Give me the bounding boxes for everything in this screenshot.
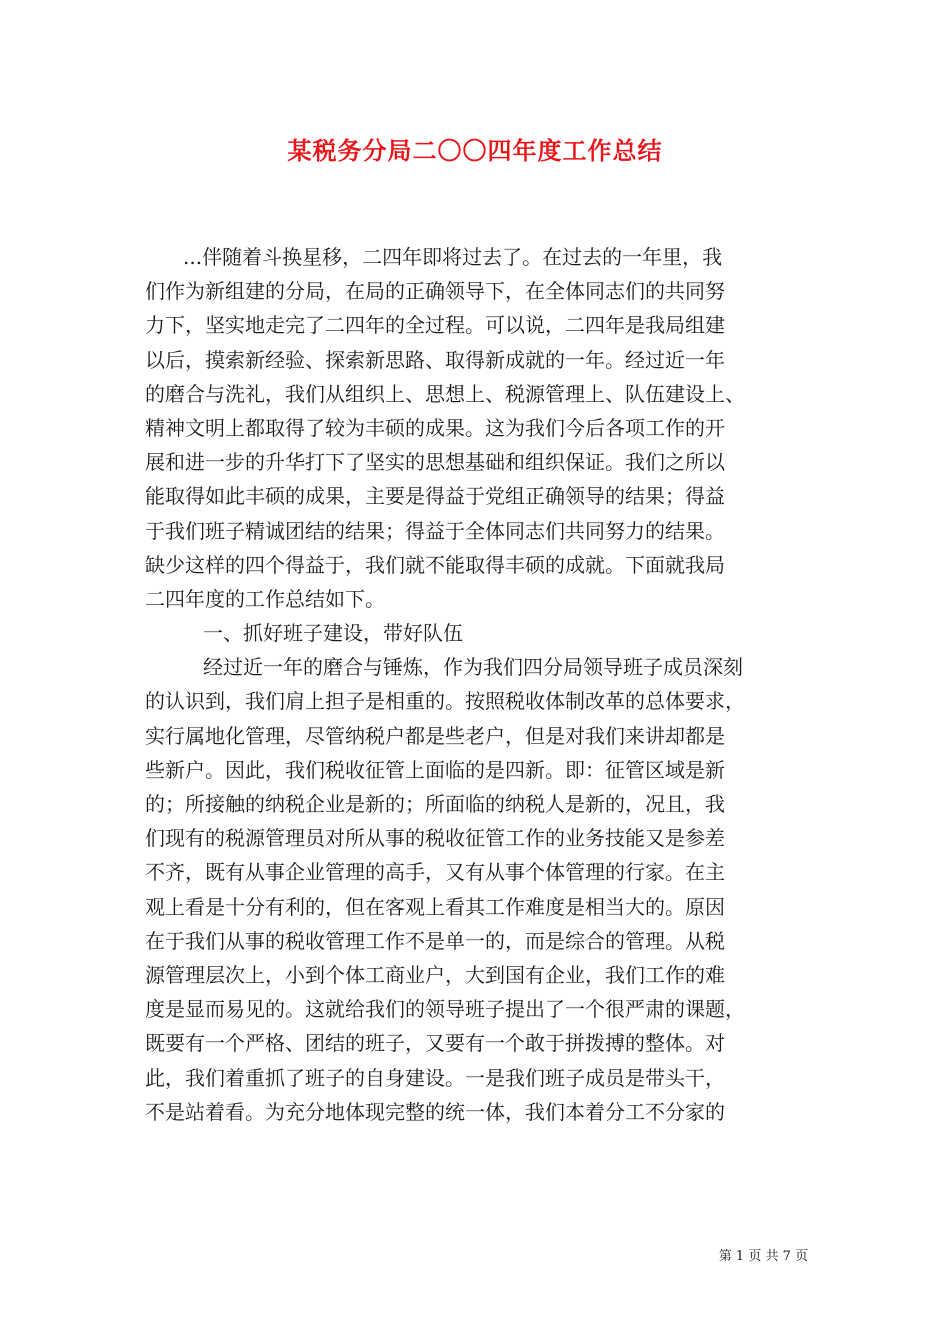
document-title: 某税务分局二〇〇四年度工作总结 [287, 136, 663, 165]
page-number-footer: 第 1 页 共 7 页 [718, 1249, 808, 1264]
section-heading: 一、抓好班子建设，带好队伍 [203, 621, 463, 646]
paragraph-line: 观上看是十分有利的，但在客观上看其工作难度是相当大的。原因 [145, 894, 725, 919]
paragraph-line: 些新户。因此，我们税收征管上面临的是四新。即：征管区域是新 [145, 757, 725, 782]
paragraph-line: 的磨合与洗礼，我们从组织上、思想上、税源管理上、队伍建设上、 [145, 381, 745, 406]
paragraph-line: 度是显而易见的。这就给我们的领导班子提出了一个很严肃的课题， [145, 997, 745, 1022]
paragraph-line: 缺少这样的四个得益于，我们就不能取得丰硕的成就。下面就我局 [145, 552, 725, 577]
paragraph-line: 精神文明上都取得了较为丰硕的成果。这为我们今后各项工作的开 [145, 415, 725, 440]
paragraph-line: 们作为新组建的分局，在局的正确领导下，在全体同志们的共同努 [145, 279, 725, 304]
paragraph-line: 实行属地化管理，尽管纳税户都是些老户，但是对我们来讲却都是 [145, 723, 725, 748]
document-body [145, 240, 809, 1129]
paragraph-line: 能取得如此丰硕的成果，主要是得益于党组正确领导的结果；得益 [145, 484, 725, 509]
paragraph-line: 的认识到，我们肩上担子是相重的。按照税收体制改革的总体要求， [145, 689, 745, 714]
paragraph-line: ...伴随着斗换星移，二四年即将过去了。在过去的一年里，我 [183, 245, 723, 269]
paragraph-line: 此，我们着重抓了班子的自身建设。一是我们班子成员是带头干， [145, 1065, 725, 1090]
paragraph-line: 们现有的税源管理员对所从事的税收征管工作的业务技能又是参差 [145, 826, 725, 851]
paragraph-line: 以后，摸索新经验、探索新思路、取得新成就的一年。经过近一年 [145, 347, 725, 372]
paragraph-line: 展和进一步的升华打下了坚实的思想基础和组织保证。我们之所以 [145, 450, 725, 475]
paragraph-line: 力下，坚实地走完了二四年的全过程。可以说，二四年是我局组建 [145, 313, 725, 338]
paragraph-line: 源管理层次上，小到个体工商业户，大到国有企业，我们工作的难 [145, 962, 725, 987]
paragraph-line: 在于我们从事的税收管理工作不是单一的，而是综合的管理。从税 [145, 928, 725, 953]
paragraph-line: 二四年度的工作总结如下。 [145, 586, 385, 611]
paragraph-line: 不是站着看。为充分地体现完整的统一体，我们本着分工不分家的 [145, 1099, 725, 1124]
paragraph-line: 既要有一个严格、团结的班子，又要有一个敢于拼拨搏的整体。对 [145, 1031, 725, 1056]
paragraph-line: 经过近一年的磨合与锤炼，作为我们四分局领导班子成员深刻 [203, 655, 743, 680]
paragraph-line: 于我们班子精诚团结的结果；得益于全体同志们共同努力的结果。 [145, 518, 725, 543]
paragraph-line: 不齐，既有从事企业管理的高手，又有从事个体管理的行家。在主 [145, 860, 725, 885]
paragraph-line: 的；所接触的纳税企业是新的；所面临的纳税人是新的，况且，我 [145, 792, 725, 816]
